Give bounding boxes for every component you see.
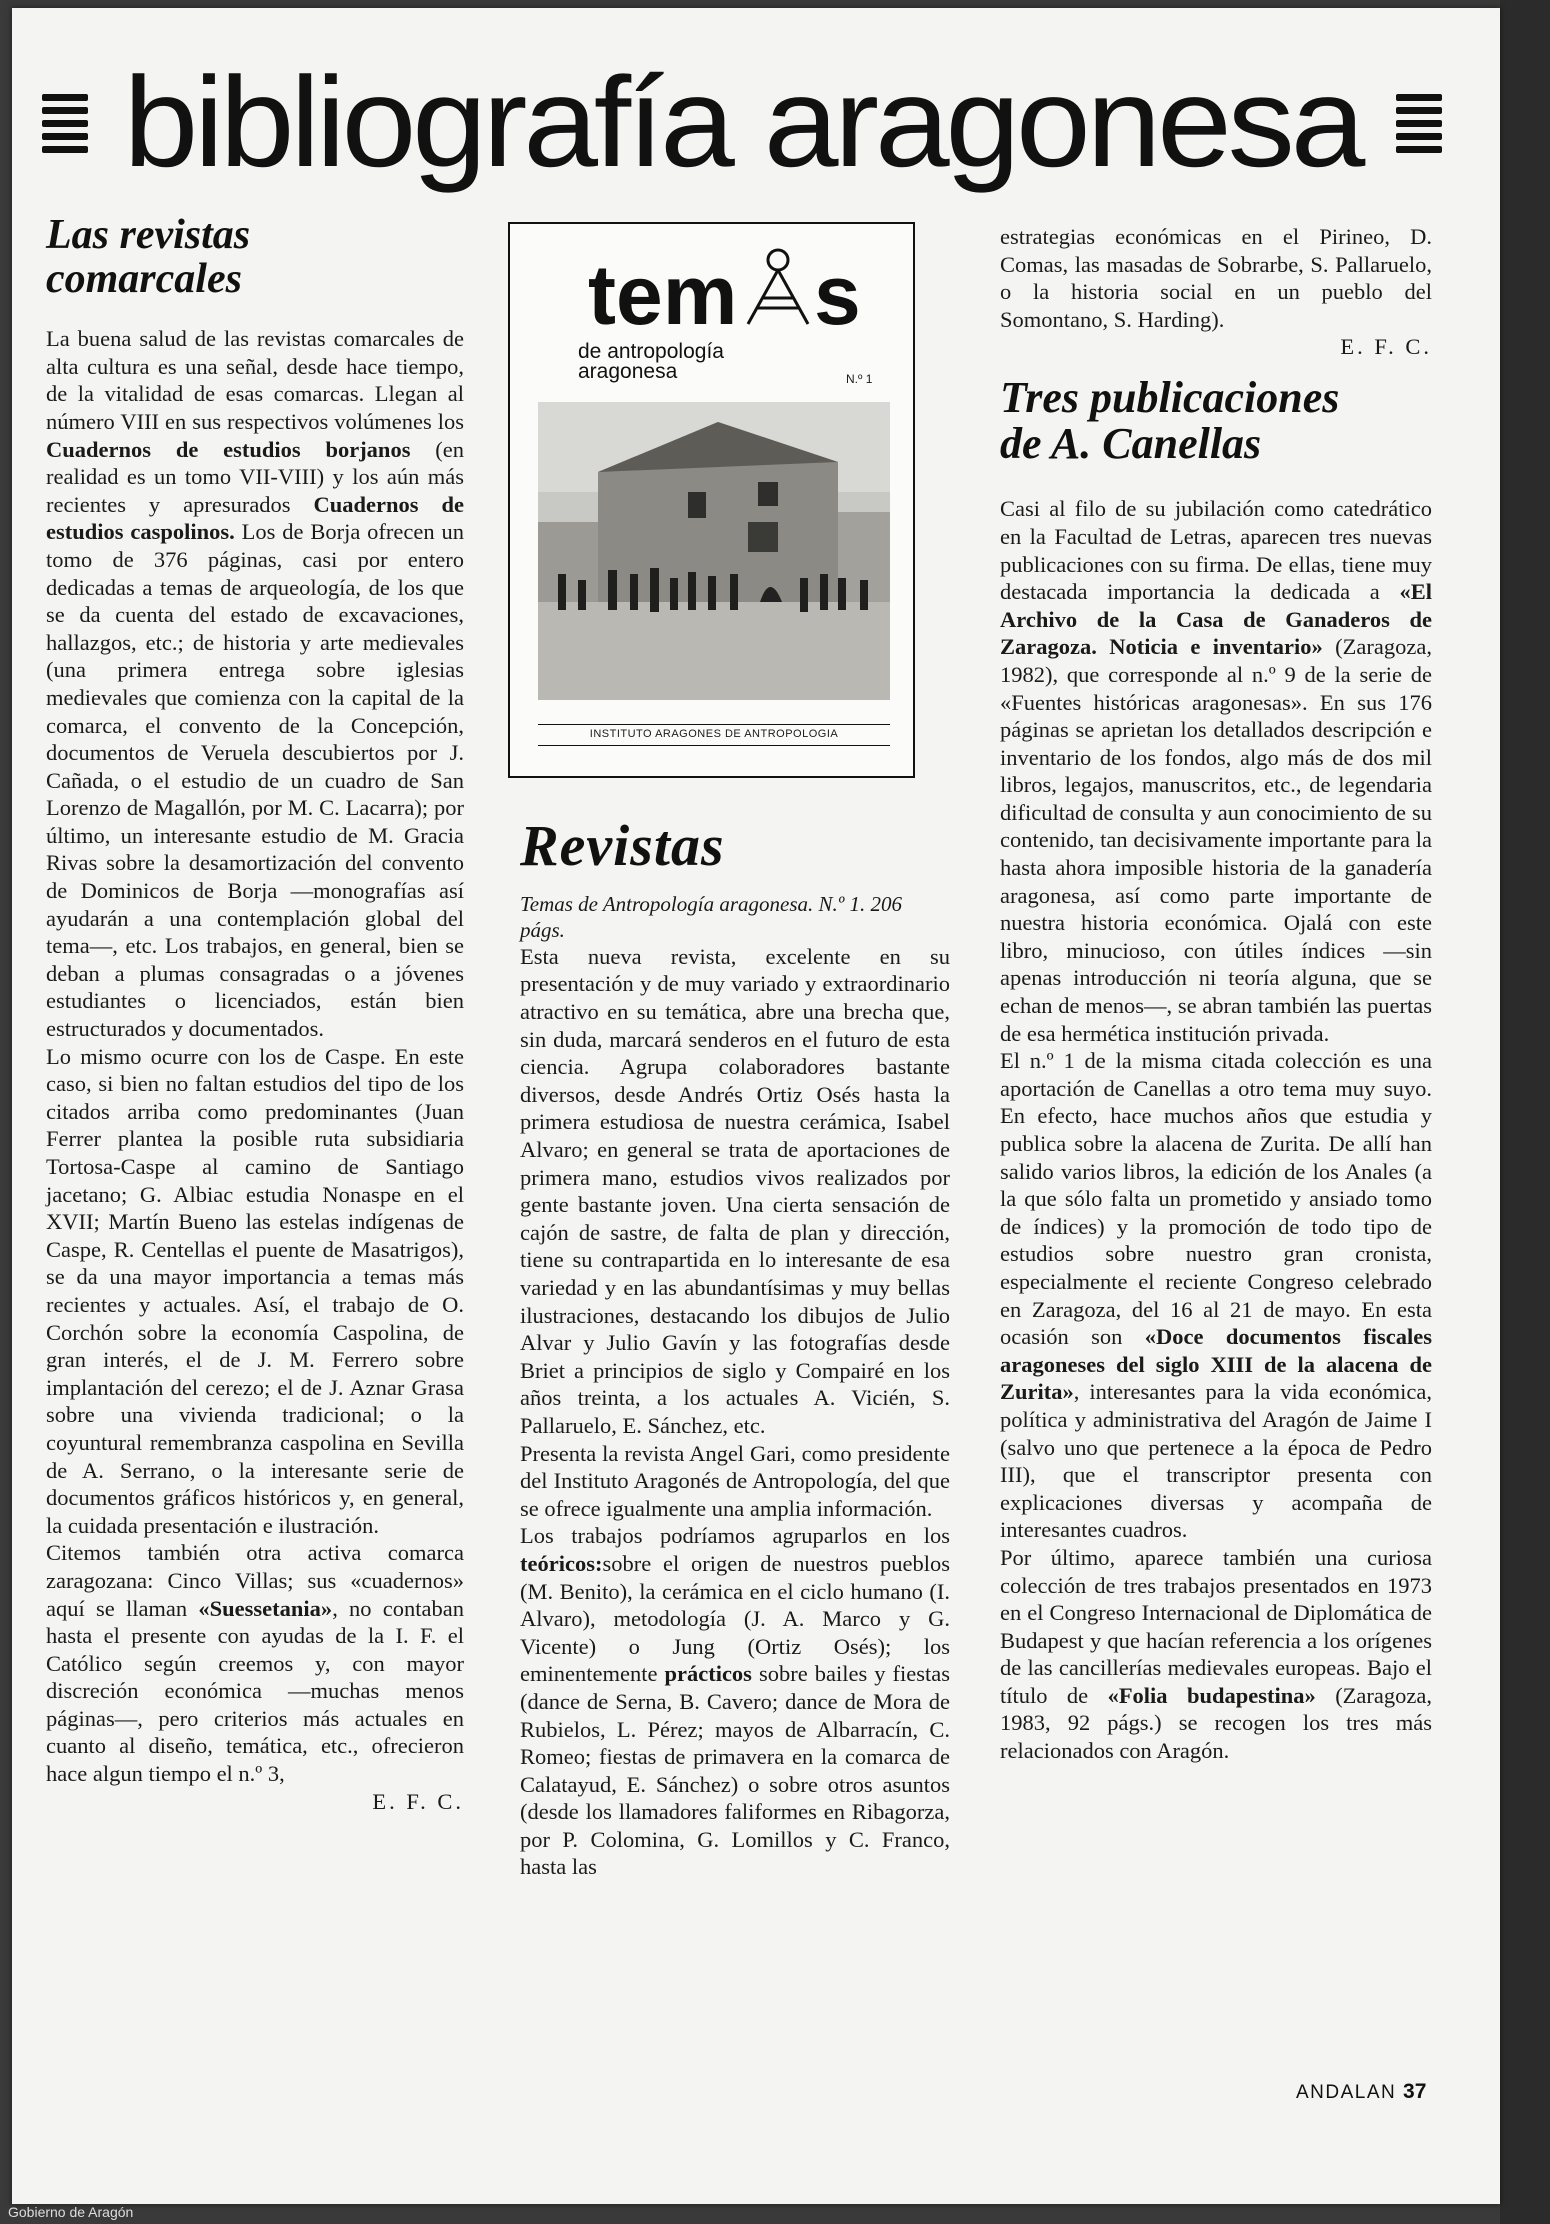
book-reference: Temas de Antropología aragonesa. N.º 1. 206 págs. [520, 891, 903, 942]
temas-logo [588, 246, 878, 336]
masthead-title: bibliografía aragonesa [123, 51, 1361, 194]
article-paragraph: Casi al filo de su jubilación como catedrático en la Facultad de Letras, aparecen tres nuevas publicaciones con su firma. De ellas, tiene muy destacada importancia la dedicada a «El Archivo de la Casa de Ganaderos de Zaragoza. Noticia e inventario» (Zaragoza, 1982), que corresponde al n.º 9 de la serie de «Fuentes históricas aragonesas». En sus 176 páginas se aprietan los detallados descripción e inventario de los fondos, algo más de dos mil libros, legajos, manuscritos, etc., de legendaria dificultad de consulta y aun conocimiento de su contenido, tan decisivamente importante para la hasta ahora imposible historia de la ganadería aragonesa, así como parte importante de nuestra historia económica. Ojalá con este libro, minucioso, con útiles índices —sin apenas introducción ni teoría alguna, que se echan de menos—, se abran también las puertas de esa hermética institución privada. [1000, 496, 1432, 1046]
page-number: 37 [1403, 2080, 1427, 2103]
article-paragraph: Por último, aparece también una curiosa colección de tres trabajos presentados en 1973 en el Congreso Internacional de Diplomática de Budapest y que hacían referencia a los orígenes de las cancillerías medievales europeas. Bajo el título de «Folia budapestina» (Zaragoza, 1983, 92 págs.) se recogen los tres más relacionados con Aragón. [1000, 1544, 1432, 1764]
cover-subtitle: de antropología aragonesa [578, 340, 724, 383]
headline-line: de A. Canellas [1000, 419, 1262, 469]
article-paragraph: La buena salud de las revistas comarcales de alta cultura es una señal, desde hace tiempo, de la vitalidad de esas comarcas. Llegan al número VIII en sus respectivos volúmenes los Cuadernos de estudios borjanos (en realidad es un tomo VII-VIII) y los aún más recientes y apresurados Cuadernos de estudios caspolinos. Los de Borja ofrecen un tomo de 376 páginas, casi por entero dedicadas a temas de arqueología, de los que se da cuenta del estado de excavaciones, hallazgos, etc.; de historia y arte medievales (una primera entrega sobre iglesias medievales que comienza con la capital de la comarca, el convento de la Concepción, documentos de Veruela descubiertos por J. Cañada, o el estudio de un cuadro de San Lorenzo de Magallón, por M. C. Lacarra); por último, un interesante estudio de M. Gracia Rivas sobre la desamortización del convento de Dominicos de Borja —monografías así ayudarán a una contemplación global del tema—, etc. Los trabajos, en general, bien se deban a plumas consagradas o a jóvenes estudiantes o licenciados, están bien estructurados y documentados. [46, 326, 464, 1042]
article-paragraph: Esta nueva revista, excelente en su presentación y de muy variado y extraordinario atractivo en su temática, abre una brecha que, sin duda, marcará senderos en el futuro de esta ciencia. Agrupa colaboradores bastante diversos, desde Andrés Ortiz Osés hasta la primera estudiosa de nuestra cerámica, Isabel Alvaro; en general se trata de aportaciones de primera mano, estudios vivos realizados por gente bastante joven. Una cierta sensación de cajón de sastre, de falta de plan y dirección, tiene su contrapartida en lo interesante de esa variedad y en las abundantísimas y muy bellas ilustraciones, destacando los dibujos de Julio Alvar y Julio Gavín y las fotografías desde Briet a principios de siglo y Compairé en los años treinta, a los actuales A. Vicién, S. Pallaruelo, E. Sánchez, etc. [520, 943, 950, 1438]
archive-credit: Gobierno de Aragón [8, 2204, 134, 2220]
masthead-left-bars [42, 94, 88, 153]
logo-figure-icon [748, 250, 808, 324]
column-tres-publicaciones [1000, 223, 1432, 1765]
house-photo-illustration [538, 402, 890, 700]
page-footer [1296, 2080, 1426, 2104]
headline-line: comarcales [46, 256, 242, 303]
article-paragraph: Citemos también otra activa comarca zaragozana: Cinco Villas; sus «cuadernos» aquí se llaman «Suessetania», no contaban hasta el presente con ayudas de la I. F. el Católico según creemos y, con mayor discreción económica —muchas menos páginas—, pero criterios más actuales en cuanto al diseño, temática, etc., ofrecieron hace algun tiempo el n.º 3, [46, 1540, 464, 1787]
masthead [42, 48, 1442, 198]
headline-line: Las revistas [46, 212, 251, 258]
article-paragraph: Lo mismo ocurre con los de Caspe. En este caso, si bien no faltan estudios del tipo de los citados arriba como predominantes (Juan Ferrer plantea la posible ruta subsidiaria Tortosa-Caspe al camino de Santiago jacetano; G. Albiac estudia Nonaspe en el XVII; Martín Bueno las estelas indígenas de Caspe, R. Centellas el puente de Masatrigos), se da una mayor importancia a temas más recientes y actuales. Así, el trabajo de O. Corchón sobre la economía Caspolina, de gran interés, el de J. M. Ferrero sobre implantación del cerezo; el de J. Aznar Grasa sobre una vivienda tradicional; o la coyuntural remembranza caspolina en Sevilla de A. Serrano, o la interesante serie de documentos gráficos históricos y, en general, la cuidada presentación e ilustración. [46, 1043, 464, 1538]
headline-revistas-comarcales [46, 213, 464, 301]
author-signature: E. F. C. [1340, 334, 1432, 360]
article-paragraph: Presenta la revista Angel Gari, como presidente del Instituto Aragonés de Antropología, del que se ofrece igualmente una amplia información. [520, 1440, 950, 1521]
magazine-page [12, 8, 1500, 2204]
magazine-cover-image [508, 222, 915, 778]
logo-text-s: s [814, 248, 861, 336]
article-paragraph: Los trabajos podríamos agruparlos en los teóricos:sobre el origen de nuestros pueblos (M. Benito), la cerámica en el ciclo humano (I. Alvaro), metodología (J. A. Marco y G. Vicente) o Jung (Ortiz Osés); los eminentemente prácticos sobre bailes y fiestas (dance de Serna, B. Cavero; dance de Mora de Rubielos, L. Pérez; mayos de Albarracín, C. Romeo; fiestas de primavera en la comarca de Calatayud, E. Sánchez) o sobre otros asuntos (desde los llamadores faliformes en Ribagorza, por P. Colomina, G. Lomillos y C. Franco, hasta las [520, 1523, 950, 1880]
cover-photo-village-house [538, 402, 890, 700]
scan-margin [1500, 0, 1550, 2224]
magazine-name: ANDALAN [1296, 2082, 1397, 2103]
logo-text-tem: tem [588, 248, 738, 336]
cover-issue-number: N.º 1 [846, 372, 873, 386]
cover-publisher: INSTITUTO ARAGONES DE ANTROPOLOGIA [538, 724, 890, 746]
masthead-right-bars [1396, 94, 1442, 153]
article-paragraph: estrategias económicas en el Pirineo, D. Comas, las masadas de Sobrarbe, S. Pallaruelo, o la historia social en un pueblo del Somontano, S. Harding). [1000, 224, 1432, 332]
headline-tres-publicaciones [1000, 372, 1432, 469]
article-paragraph: El n.º 1 de la misma citada colección es una aportación de Canellas a otro tema muy suyo. En efecto, hace muchos años que estudia y publica sobre la alacena de Zurita. De allí han salido varios libros, la edición de los Anales (a la que sólo falta un prometido y ansiado tomo de índices) y la promoción de todo tipo de estudios sobre nuestro gran cronista, especialmente el reciente Congreso celebrado en Zaragoza, del 16 al 21 de mayo. En esta ocasión son «Doce documentos fiscales aragoneses del siglo XIII de la alacena de Zurita», interesantes para la vida económica, política y administrativa del Aragón de Jaime I (salvo uno que pertenece a la época de Pedro III), que el transcriptor presenta con explicaciones diversas y acompaña de interesantes cuadros. [1000, 1048, 1432, 1543]
author-signature: E. F. C. [372, 1788, 464, 1814]
column-revistas-comarcales [46, 213, 464, 1815]
column-revistas [520, 813, 950, 1881]
headline-revistas: Revistas [520, 813, 725, 878]
headline-line: Tres publicaciones [1000, 372, 1340, 422]
